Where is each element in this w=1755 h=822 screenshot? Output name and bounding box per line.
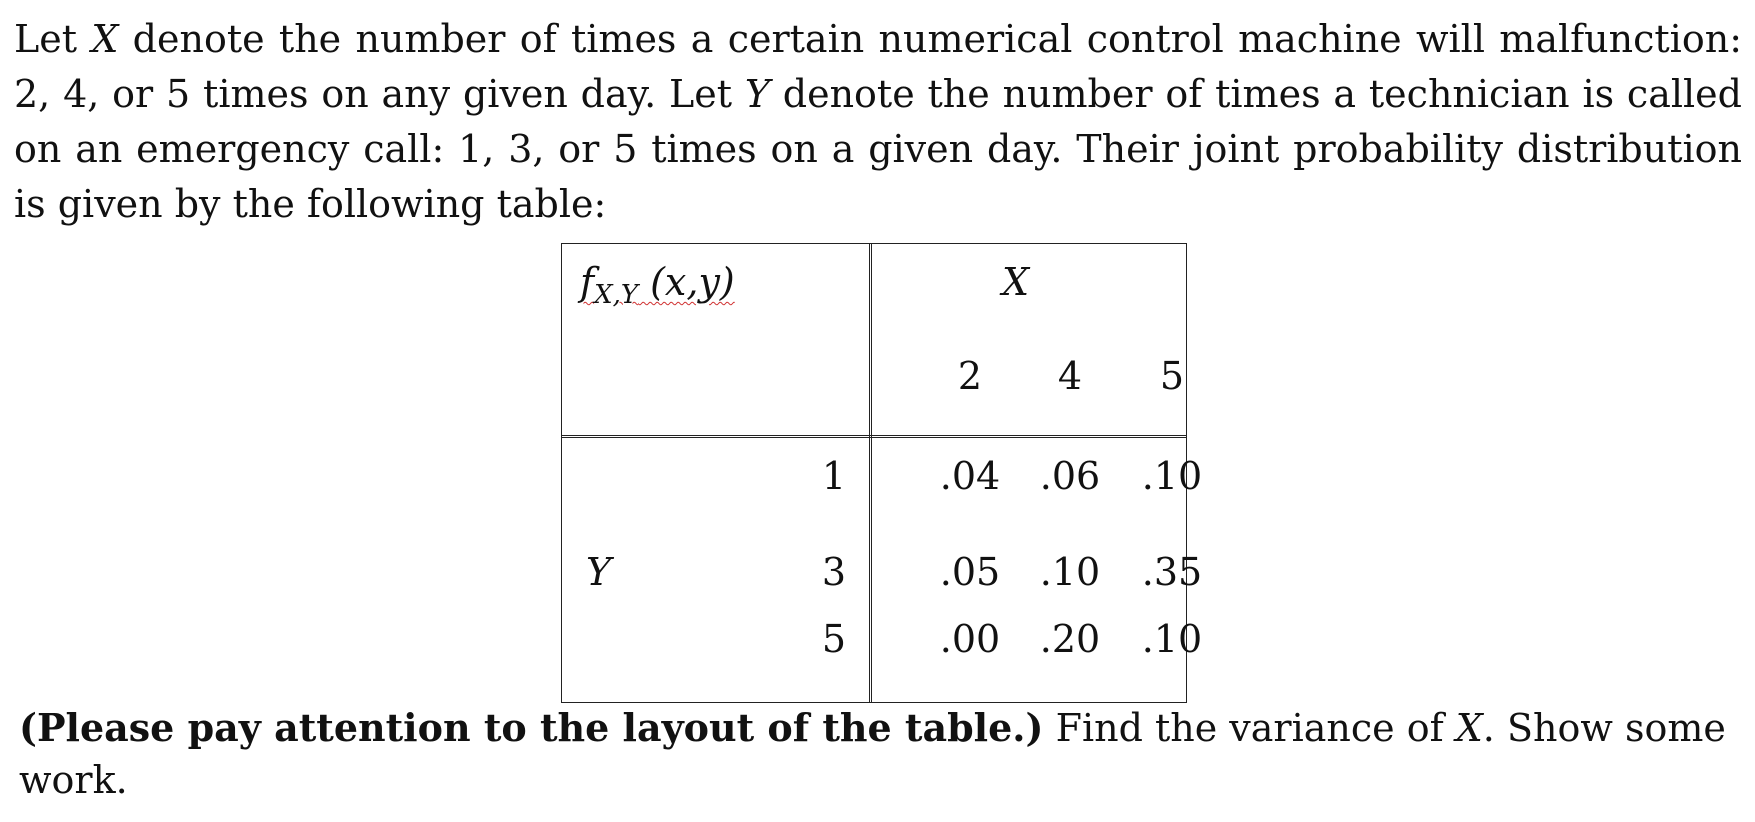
- cell-y3-x2: .05: [939, 550, 1001, 594]
- cell-y5-x2: .00: [939, 617, 1001, 661]
- question-text-1: Find the variance of: [1043, 706, 1456, 750]
- y-value-5: 5: [821, 617, 846, 661]
- corner-subscript: X,Y: [594, 280, 639, 310]
- question-text-2: . Show some work.: [19, 706, 1726, 802]
- intro-text-1: Let: [14, 17, 92, 61]
- intro-text-2: denote the number of times a certain numerical control machine will malfunction: 2, 4, or 5 times on any given day. Let: [14, 17, 1742, 116]
- layout-note: (Please pay attention to the layout of the table.): [19, 705, 1044, 750]
- cell-y1-x4: .06: [1039, 454, 1101, 498]
- y-header: Y: [586, 550, 612, 594]
- corner-args: (x,y): [638, 260, 735, 304]
- intro-x-variable: X: [91, 17, 119, 61]
- cell-y3-x4: .10: [1039, 550, 1101, 594]
- cell-y5-x4: .20: [1039, 617, 1101, 661]
- cell-y1-x5: .10: [1141, 454, 1203, 498]
- y-value-1: 1: [821, 454, 846, 498]
- joint-pmf-label: [580, 260, 735, 309]
- y-value-3: 3: [821, 550, 846, 594]
- joint-distribution-table: [561, 243, 1203, 703]
- question-x-variable: X: [1455, 706, 1483, 750]
- cell-y3-x5: .35: [1141, 550, 1203, 594]
- intro-text-3: denote the number of times a technician is called on an emergency call: 1, 3, or 5 times on a given day. Their joint probability distribution is given by the following table:: [14, 72, 1742, 226]
- problem-intro: [14, 12, 1742, 232]
- x-header: X: [1002, 260, 1030, 304]
- intro-y-variable: Y: [744, 72, 770, 116]
- table-horizontal-divider: [562, 435, 1186, 438]
- cell-y5-x5: .10: [1141, 617, 1203, 661]
- cell-y1-x2: .04: [939, 454, 1001, 498]
- x-value-2: 2: [957, 354, 983, 398]
- x-value-5: 5: [1159, 354, 1185, 398]
- problem-question: [19, 702, 1739, 806]
- corner-f: f: [580, 260, 595, 304]
- table-vertical-divider: [869, 244, 872, 702]
- x-value-4: 4: [1057, 354, 1083, 398]
